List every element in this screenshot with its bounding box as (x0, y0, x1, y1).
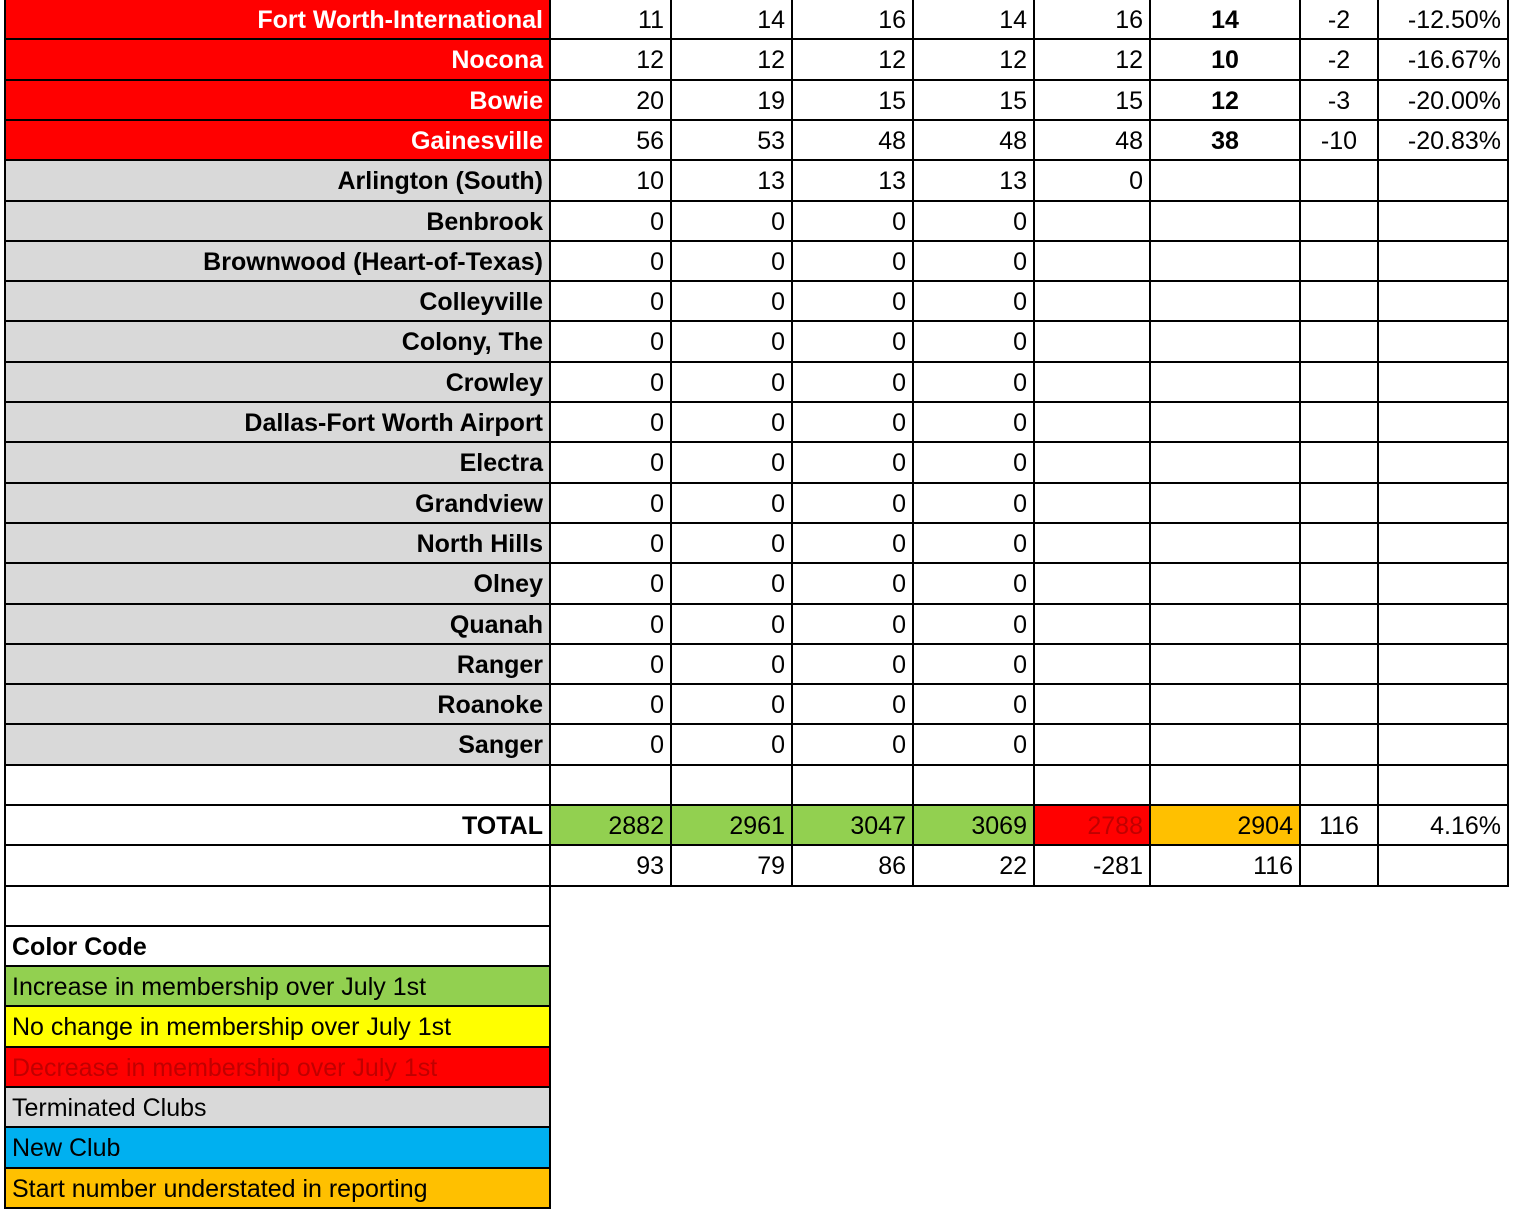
value-cell-7[interactable] (1301, 564, 1379, 605)
value-cell-7[interactable] (1301, 403, 1379, 443)
legend-row (0, 1088, 1514, 1128)
value-cell-5[interactable]: 0 (1035, 161, 1151, 202)
value-cell-5[interactable]: 12 (1035, 40, 1151, 81)
value-cell-8[interactable] (1379, 242, 1509, 282)
table-row (0, 403, 1514, 443)
table-row (0, 202, 1514, 242)
value-cell-3[interactable]: 0 (793, 645, 914, 685)
value-cell-2[interactable]: 0 (672, 242, 793, 282)
value-cell-7[interactable]: -2 (1301, 0, 1379, 40)
value-cell-8[interactable]: -16.67% (1379, 40, 1509, 81)
table-row (0, 484, 1514, 524)
value-cell-4[interactable]: 0 (914, 403, 1035, 443)
value-cell-7[interactable] (1301, 605, 1379, 645)
value-cell-3[interactable]: 0 (793, 202, 914, 242)
value-cell-2[interactable]: 0 (672, 282, 793, 322)
empty-cell[interactable] (1379, 766, 1509, 806)
value-cell-3[interactable]: 0 (793, 564, 914, 605)
legend-item: Terminated Clubs (4, 1088, 551, 1128)
total-row (0, 806, 1514, 846)
value-cell-3[interactable]: 13 (793, 161, 914, 202)
value-cell-5[interactable]: 48 (1035, 121, 1151, 161)
value-cell-1[interactable]: 0 (551, 242, 672, 282)
club-name-cell[interactable]: Roanoke (4, 685, 551, 725)
value-cell-4[interactable]: 0 (914, 725, 1035, 766)
value-cell-5[interactable] (1035, 685, 1151, 725)
value-cell-7[interactable]: -2 (1301, 40, 1379, 81)
table-row (0, 121, 1514, 161)
value-cell-5[interactable] (1035, 363, 1151, 403)
value-cell-6[interactable] (1151, 282, 1301, 322)
value-cell-5[interactable] (1035, 605, 1151, 645)
value-cell-4[interactable]: 0 (914, 645, 1035, 685)
value-cell-4[interactable]: 0 (914, 484, 1035, 524)
club-name-cell[interactable]: Quanah (4, 605, 551, 645)
table-row (0, 282, 1514, 322)
club-name-cell[interactable]: Ranger (4, 645, 551, 685)
club-name-cell[interactable]: Arlington (South) (4, 161, 551, 202)
value-cell-4[interactable]: 0 (914, 685, 1035, 725)
value-cell-3[interactable]: 0 (793, 282, 914, 322)
value-cell-2[interactable]: 0 (672, 202, 793, 242)
club-name-cell[interactable]: Gainesville (4, 121, 551, 161)
value-cell-3[interactable]: 0 (793, 524, 914, 564)
value-cell-1[interactable]: 0 (551, 363, 672, 403)
empty-cell[interactable] (4, 766, 551, 806)
value-cell-8[interactable] (1379, 484, 1509, 524)
club-name-cell[interactable]: Dallas-Fort Worth Airport (4, 403, 551, 443)
total-value-5[interactable]: 2788 (1035, 806, 1151, 846)
value-cell-7[interactable] (1301, 161, 1379, 202)
value-cell-2[interactable]: 0 (672, 564, 793, 605)
empty-cell[interactable] (1301, 766, 1379, 806)
value-cell-2[interactable]: 0 (672, 322, 793, 363)
value-cell-7[interactable] (1301, 484, 1379, 524)
value-cell-8[interactable] (1379, 322, 1509, 363)
value-cell-5[interactable]: 16 (1035, 0, 1151, 40)
spacer-row (0, 766, 1514, 806)
value-cell-3[interactable]: 0 (793, 363, 914, 403)
value-cell-3[interactable]: 0 (793, 322, 914, 363)
value-cell-8[interactable] (1379, 564, 1509, 605)
club-name-cell[interactable]: Crowley (4, 363, 551, 403)
value-cell-3[interactable]: 12 (793, 40, 914, 81)
value-cell-8[interactable] (1379, 605, 1509, 645)
value-cell-4[interactable]: 0 (914, 202, 1035, 242)
table-row (0, 81, 1514, 121)
value-cell-5[interactable] (1035, 443, 1151, 484)
value-cell-6[interactable] (1151, 161, 1301, 202)
value-cell-4[interactable]: 0 (914, 443, 1035, 484)
legend-item: Start number understated in reporting (4, 1169, 551, 1209)
legend-row (0, 1048, 1514, 1088)
value-cell-8[interactable]: -20.00% (1379, 81, 1509, 121)
difference-row (0, 846, 1514, 887)
value-cell-4[interactable]: 0 (914, 605, 1035, 645)
value-cell-1[interactable]: 0 (551, 725, 672, 766)
value-cell-1[interactable]: 0 (551, 282, 672, 322)
value-cell-2[interactable]: 0 (672, 363, 793, 403)
legend-title: Color Code (4, 927, 551, 967)
total-value-4[interactable]: 3069 (914, 806, 1035, 846)
value-cell-4[interactable]: 13 (914, 161, 1035, 202)
value-cell-6[interactable]: 12 (1151, 81, 1301, 121)
value-cell-5[interactable] (1035, 242, 1151, 282)
table-row (0, 685, 1514, 725)
value-cell-2[interactable]: 0 (672, 403, 793, 443)
value-cell-3[interactable]: 0 (793, 242, 914, 282)
value-cell-3[interactable]: 15 (793, 81, 914, 121)
value-cell-6[interactable]: 10 (1151, 40, 1301, 81)
table-row (0, 524, 1514, 564)
value-cell-2[interactable]: 12 (672, 40, 793, 81)
legend-item: Decrease in membership over July 1st (4, 1048, 551, 1088)
value-cell-4[interactable]: 48 (914, 121, 1035, 161)
legend-item: No change in membership over July 1st (4, 1007, 551, 1048)
value-cell-5[interactable] (1035, 403, 1151, 443)
legend-row (0, 967, 1514, 1007)
value-cell-2[interactable]: 0 (672, 484, 793, 524)
club-name-cell[interactable]: Grandview (4, 484, 551, 524)
value-cell-8[interactable] (1379, 202, 1509, 242)
total-value-7[interactable]: 116 (1301, 806, 1379, 846)
value-cell-1[interactable]: 56 (551, 121, 672, 161)
value-cell-2[interactable]: 53 (672, 121, 793, 161)
club-name-cell[interactable]: North Hills (4, 524, 551, 564)
value-cell-2[interactable]: 0 (672, 605, 793, 645)
value-cell-1[interactable]: 10 (551, 161, 672, 202)
value-cell-1[interactable]: 0 (551, 685, 672, 725)
value-cell-6[interactable] (1151, 484, 1301, 524)
value-cell-1[interactable]: 0 (551, 202, 672, 242)
value-cell-5[interactable]: 15 (1035, 81, 1151, 121)
value-cell-5[interactable] (1035, 524, 1151, 564)
value-cell-6[interactable] (1151, 725, 1301, 766)
total-value-8[interactable]: 4.16% (1379, 806, 1509, 846)
value-cell-2[interactable]: 0 (672, 725, 793, 766)
value-cell-5[interactable] (1035, 484, 1151, 524)
value-cell-8[interactable] (1379, 161, 1509, 202)
value-cell-5[interactable] (1035, 202, 1151, 242)
value-cell-6[interactable] (1151, 685, 1301, 725)
club-name-cell[interactable]: Nocona (4, 40, 551, 81)
table-row (0, 161, 1514, 202)
legend-row (0, 1169, 1514, 1209)
table-row (0, 605, 1514, 645)
value-cell-2[interactable]: 0 (672, 443, 793, 484)
difference-value-6[interactable]: 116 (1151, 846, 1301, 887)
legend-item: Increase in membership over July 1st (4, 967, 551, 1007)
legend-title-row (0, 927, 1514, 967)
table-row (0, 0, 1514, 40)
value-cell-6[interactable] (1151, 443, 1301, 484)
club-name-cell[interactable]: Olney (4, 564, 551, 605)
value-cell-7[interactable] (1301, 363, 1379, 403)
value-cell-4[interactable]: 0 (914, 564, 1035, 605)
value-cell-7[interactable] (1301, 282, 1379, 322)
value-cell-1[interactable]: 12 (551, 40, 672, 81)
total-value-6[interactable]: 2904 (1151, 806, 1301, 846)
value-cell-8[interactable]: -12.50% (1379, 0, 1509, 40)
value-cell-7[interactable] (1301, 685, 1379, 725)
value-cell-5[interactable] (1035, 725, 1151, 766)
difference-value-7[interactable] (1301, 846, 1379, 887)
value-cell-6[interactable] (1151, 524, 1301, 564)
value-cell-8[interactable] (1379, 403, 1509, 443)
empty-cell[interactable] (793, 766, 914, 806)
value-cell-4[interactable]: 0 (914, 282, 1035, 322)
value-cell-4[interactable]: 0 (914, 242, 1035, 282)
value-cell-3[interactable]: 0 (793, 403, 914, 443)
table-row (0, 40, 1514, 81)
value-cell-6[interactable]: 38 (1151, 121, 1301, 161)
value-cell-1[interactable]: 0 (551, 484, 672, 524)
value-cell-1[interactable]: 0 (551, 403, 672, 443)
value-cell-4[interactable]: 0 (914, 524, 1035, 564)
value-cell-6[interactable] (1151, 605, 1301, 645)
value-cell-1[interactable]: 0 (551, 524, 672, 564)
value-cell-2[interactable]: 14 (672, 0, 793, 40)
value-cell-3[interactable]: 0 (793, 685, 914, 725)
value-cell-7[interactable]: -10 (1301, 121, 1379, 161)
value-cell-4[interactable]: 0 (914, 363, 1035, 403)
empty-cell[interactable] (1151, 766, 1301, 806)
value-cell-8[interactable] (1379, 363, 1509, 403)
value-cell-2[interactable]: 0 (672, 524, 793, 564)
table-row (0, 725, 1514, 766)
value-cell-6[interactable] (1151, 322, 1301, 363)
value-cell-7[interactable] (1301, 242, 1379, 282)
value-cell-6[interactable] (1151, 202, 1301, 242)
value-cell-1[interactable]: 20 (551, 81, 672, 121)
value-cell-2[interactable]: 0 (672, 685, 793, 725)
value-cell-1[interactable]: 0 (551, 443, 672, 484)
value-cell-6[interactable] (1151, 645, 1301, 685)
difference-value-3[interactable]: 86 (793, 846, 914, 887)
value-cell-8[interactable]: -20.83% (1379, 121, 1509, 161)
value-cell-4[interactable]: 15 (914, 81, 1035, 121)
value-cell-5[interactable] (1035, 282, 1151, 322)
value-cell-8[interactable] (1379, 725, 1509, 766)
value-cell-4[interactable]: 12 (914, 40, 1035, 81)
value-cell-7[interactable] (1301, 202, 1379, 242)
value-cell-3[interactable]: 0 (793, 484, 914, 524)
value-cell-3[interactable]: 0 (793, 605, 914, 645)
empty-cell[interactable] (672, 766, 793, 806)
value-cell-3[interactable]: 48 (793, 121, 914, 161)
value-cell-6[interactable] (1151, 564, 1301, 605)
value-cell-8[interactable] (1379, 443, 1509, 484)
value-cell-8[interactable] (1379, 282, 1509, 322)
difference-value-4[interactable]: 22 (914, 846, 1035, 887)
table-row (0, 242, 1514, 282)
value-cell-7[interactable] (1301, 524, 1379, 564)
club-name-cell[interactable]: Colony, The (4, 322, 551, 363)
empty-cell[interactable] (4, 846, 551, 887)
club-name-cell[interactable]: Benbrook (4, 202, 551, 242)
empty-cell[interactable] (1035, 766, 1151, 806)
value-cell-6[interactable] (1151, 403, 1301, 443)
value-cell-2[interactable]: 13 (672, 161, 793, 202)
value-cell-8[interactable] (1379, 524, 1509, 564)
value-cell-5[interactable] (1035, 645, 1151, 685)
value-cell-6[interactable] (1151, 242, 1301, 282)
club-name-cell[interactable]: Bowie (4, 81, 551, 121)
total-value-2[interactable]: 2961 (672, 806, 793, 846)
value-cell-7[interactable] (1301, 725, 1379, 766)
value-cell-1[interactable]: 0 (551, 645, 672, 685)
value-cell-7[interactable] (1301, 322, 1379, 363)
difference-value-8[interactable] (1379, 846, 1509, 887)
table-row (0, 564, 1514, 605)
total-value-3[interactable]: 3047 (793, 806, 914, 846)
value-cell-8[interactable] (1379, 685, 1509, 725)
value-cell-4[interactable]: 14 (914, 0, 1035, 40)
value-cell-7[interactable]: -3 (1301, 81, 1379, 121)
difference-value-1[interactable]: 93 (551, 846, 672, 887)
empty-cell[interactable] (4, 887, 551, 927)
legend-row (0, 1128, 1514, 1169)
table-row (0, 363, 1514, 403)
total-label[interactable]: TOTAL (4, 806, 551, 846)
value-cell-3[interactable]: 0 (793, 443, 914, 484)
total-value-1[interactable]: 2882 (551, 806, 672, 846)
value-cell-1[interactable]: 11 (551, 0, 672, 40)
value-cell-3[interactable]: 16 (793, 0, 914, 40)
club-name-cell[interactable]: Sanger (4, 725, 551, 766)
value-cell-6[interactable] (1151, 363, 1301, 403)
difference-value-2[interactable]: 79 (672, 846, 793, 887)
value-cell-1[interactable]: 0 (551, 322, 672, 363)
club-name-cell[interactable]: Fort Worth-International (4, 0, 551, 40)
value-cell-2[interactable]: 0 (672, 645, 793, 685)
value-cell-5[interactable] (1035, 322, 1151, 363)
value-cell-2[interactable]: 19 (672, 81, 793, 121)
empty-cell[interactable] (551, 766, 672, 806)
value-cell-1[interactable]: 0 (551, 605, 672, 645)
club-name-cell[interactable]: Brownwood (Heart-of-Texas) (4, 242, 551, 282)
value-cell-7[interactable] (1301, 645, 1379, 685)
value-cell-1[interactable]: 0 (551, 564, 672, 605)
table-row (0, 322, 1514, 363)
legend-row (0, 1007, 1514, 1048)
difference-value-5[interactable]: -281 (1035, 846, 1151, 887)
value-cell-5[interactable] (1035, 564, 1151, 605)
value-cell-3[interactable]: 0 (793, 725, 914, 766)
club-name-cell[interactable]: Electra (4, 443, 551, 484)
table-row (0, 443, 1514, 484)
legend-item: New Club (4, 1128, 551, 1169)
blank-row (0, 887, 1514, 927)
value-cell-4[interactable]: 0 (914, 322, 1035, 363)
value-cell-7[interactable] (1301, 443, 1379, 484)
value-cell-6[interactable]: 14 (1151, 0, 1301, 40)
club-name-cell[interactable]: Colleyville (4, 282, 551, 322)
empty-cell[interactable] (914, 766, 1035, 806)
table-row (0, 645, 1514, 685)
value-cell-8[interactable] (1379, 645, 1509, 685)
